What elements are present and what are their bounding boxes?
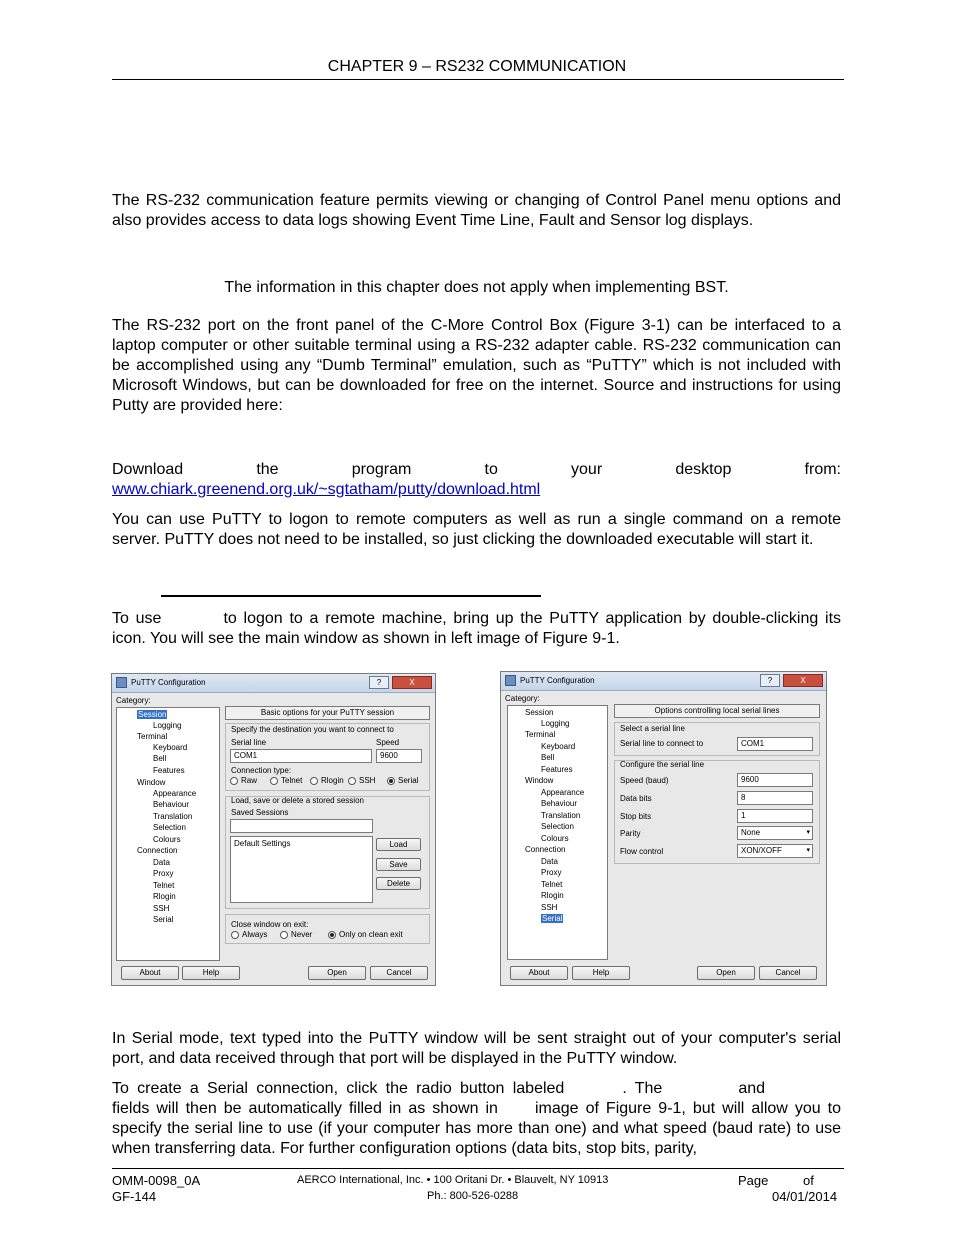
footer-rule [112,1168,844,1169]
chapter-header: CHAPTER 9 – RS232 COMMUNICATION [327,58,627,75]
tree-item-telnet[interactable]: Telnet [153,881,175,890]
open-button[interactable]: Open [697,966,755,980]
radio-telnet[interactable] [270,777,278,785]
radio-rlogin-label: Rlogin [321,776,344,785]
download-paragraph: Download the program to your desktop from: [112,461,841,478]
parity-select[interactable] [737,826,813,840]
logon-paragraph [112,609,841,649]
radio-ssh[interactable] [348,777,356,785]
radio-never-label: Never [291,930,313,939]
download-link[interactable]: www.chiark.greenend.org.uk/~sgtatham/putty/download.html [112,481,541,498]
serial-mode-paragraph: In Serial mode, text typed into the PuTTY window will be sent straight out of your computer's serial port, and data received through that port will be displayed in the PuTTY window. [112,1030,841,1067]
connect-line-label: Serial line to connect to [620,739,704,748]
configure-label: Configure the serial line [620,760,705,769]
tree-item-features[interactable]: Features [541,765,573,774]
header-rule [112,79,844,80]
create-text-e: image of Figure 9-1, but will allow you to specify the serial line to use (if your computer has more than one) and what speed (baud rate) to use when transferring data. For further configuration options (data bits, stop bits, parity, [112,1100,841,1157]
tree-item-appearance[interactable]: Appearance [153,789,197,798]
stop-bits-input[interactable]: 1 [737,809,813,823]
tree-item-behaviour[interactable]: Behaviour [153,800,190,809]
tree-item-features[interactable]: Features [153,766,185,775]
tree-item-colours[interactable]: Colours [153,835,181,844]
tree-item-translation[interactable]: Translation [541,811,581,820]
logon-text-b: to logon to a remote machine, bring up the PuTTY application by double-clicking its icon. You will see the main window as shown in left image of Figure 9-1. [112,610,842,647]
title-bar [501,672,826,691]
data-bits-input[interactable]: 8 [737,791,813,805]
help-title-button[interactable]: ? [369,676,389,689]
tree-item-connection[interactable]: Connection [525,845,566,854]
tree-item-proxy[interactable]: Proxy [541,868,562,877]
tree-item-ssh[interactable]: SSH [541,903,558,912]
tree-item-proxy[interactable]: Proxy [153,869,174,878]
stop-bits-label: Stop bits [620,812,652,821]
tree-item-serial[interactable]: Serial [153,915,174,924]
sessions-label: Load, save or delete a stored session [231,796,364,805]
help-button[interactable]: Help [572,966,630,980]
tree-item-data[interactable]: Data [541,857,558,866]
default-settings-item[interactable]: Default Settings [234,839,291,848]
radio-serial[interactable] [387,777,395,785]
tree-item-connection[interactable]: Connection [137,846,178,855]
putty-serial-window [500,671,827,986]
close-title-button[interactable]: X [783,674,823,687]
tree-item-selection[interactable]: Selection [153,823,186,832]
putty-app-icon [505,675,516,686]
tree-item-translation[interactable]: Translation [153,812,193,821]
footer-of-label: of [803,1173,814,1188]
tree-item-ssh[interactable]: SSH [153,904,170,913]
footer-date: 04/01/2014 [772,1189,838,1204]
sessions-list[interactable] [230,836,373,903]
section-underline [161,595,541,597]
create-text-a: To create a Serial connection, click the radio button labeled [112,1080,565,1097]
tree-item-session[interactable]: Session [525,708,554,717]
data-bits-label: Data bits [620,794,652,803]
session-banner: Basic options for your PuTTY session [225,706,430,720]
tree-item-bell[interactable]: Bell [153,754,167,763]
tree-item-bell[interactable]: Bell [541,753,555,762]
tree-item-logging[interactable]: Logging [541,719,570,728]
destination-label: Specify the destination you want to connect to [231,725,394,734]
speed-input[interactable]: 9600 [376,749,422,763]
radio-ssh-label: SSH [359,776,376,785]
create-text-b: . The [622,1080,663,1097]
tree-item-rlogin[interactable]: Rlogin [541,891,564,900]
flow-control-label: Flow control [620,847,664,856]
cancel-button[interactable]: Cancel [759,966,817,980]
speed-label: Speed [376,738,400,747]
footer-gf-number: GF-144 [112,1189,157,1204]
create-text-d: fields will then be automatically filled in as shown in [112,1100,498,1117]
close-title-button[interactable]: X [392,676,432,689]
footer-doc-number: OMM-0098_0A [112,1173,201,1188]
delete-button[interactable]: Delete [376,877,421,890]
category-tree[interactable] [507,705,608,960]
dropdown-arrow-icon: ▾ [806,829,810,836]
tree-item-session[interactable]: Session [138,710,167,719]
window-title: PuTTY Configuration [131,678,206,687]
about-button[interactable]: About [510,966,568,980]
saved-sessions-input[interactable] [230,819,373,833]
cancel-button[interactable]: Cancel [370,966,428,980]
category-tree[interactable] [116,707,220,961]
tree-item-rlogin[interactable]: Rlogin [153,892,176,901]
tree-item-behaviour[interactable]: Behaviour [541,799,578,808]
radio-telnet-label: Telnet [281,776,303,785]
bst-note: The information in this chapter does not apply when implementing BST. [224,279,729,296]
tree-item-telnet[interactable]: Telnet [541,880,563,889]
logon-text-a: To use [112,610,162,627]
serial-line-input[interactable]: COM1 [230,749,372,763]
parity-value: None [741,828,761,837]
radio-raw-label: Raw [241,776,258,785]
footer-page-label: Page [738,1173,769,1188]
footer-company: AERCO International, Inc. • 100 Oritani Dr. • Blauvelt, NY 10913 [297,1174,609,1186]
radio-clean-exit-label: Only on clean exit [339,930,403,939]
port-paragraph: The RS-232 port on the front panel of the C-More Control Box (Figure 3-1) can be interfaced to a laptop computer or other suitable terminal using a RS-232 adapter cable. RS-232 communication can be accomplished using any “Dumb Terminal” emulation, such as “PuTTY” which is not included with Microsoft Windows, but can be downloaded for free on the internet. Source and instructions for using Putty are provided here: [112,317,841,414]
about-button[interactable]: About [121,966,179,980]
radio-serial-label: Serial [398,776,419,785]
window-title: PuTTY Configuration [520,676,595,685]
connect-line-input[interactable]: COM1 [737,737,813,751]
putty-session-window [111,673,436,986]
load-button[interactable]: Load [376,838,421,851]
help-title-button[interactable]: ? [760,674,780,687]
flow-control-value: XON/XOFF [741,846,782,855]
connection-type-label: Connection type: [231,766,292,775]
intro-paragraph: The RS-232 communication feature permits viewing or changing of Control Panel menu options and also provides access to data logs showing Event Time Line, Fault and Sensor log displays. [112,192,841,229]
tree-item-appearance[interactable]: Appearance [541,788,585,797]
category-label: Category: [505,694,540,703]
tree-item-keyboard[interactable]: Keyboard [541,742,576,751]
tree-item-keyboard[interactable]: Keyboard [153,743,188,752]
save-button[interactable]: Save [376,858,421,871]
tree-item-terminal[interactable]: Terminal [525,730,556,739]
open-button[interactable]: Open [308,966,366,980]
category-label: Category: [116,696,151,705]
speed-baud-label: Speed (baud) [620,776,669,785]
title-bar [112,674,435,693]
tree-item-terminal[interactable]: Terminal [137,732,168,741]
help-button[interactable]: Help [182,966,240,980]
dropdown-arrow-icon: ▾ [806,847,810,854]
footer-phone: Ph.: 800-526-0288 [427,1190,519,1202]
tree-item-colours[interactable]: Colours [541,834,569,843]
serial-banner: Options controlling local serial lines [614,704,820,718]
radio-always[interactable] [231,931,239,939]
radio-clean-exit[interactable] [328,931,336,939]
select-line-label: Select a serial line [620,724,685,733]
create-text-c: and [738,1080,766,1097]
radio-never[interactable] [280,931,288,939]
saved-sessions-label: Saved Sessions [231,808,289,817]
radio-raw[interactable] [230,777,238,785]
radio-always-label: Always [242,930,268,939]
flow-control-select[interactable] [737,844,813,858]
use-paragraph: You can use PuTTY to logon to remote computers as well as run a single command on a remote server. PuTTY does not need to be installed, so just clicking the downloaded executable will start it. [112,511,841,548]
parity-label: Parity [620,829,641,838]
radio-rlogin[interactable] [310,777,318,785]
tree-item-window[interactable]: Window [137,778,166,787]
tree-item-window[interactable]: Window [525,776,554,785]
close-exit-label: Close window on exit: [231,920,309,929]
tree-item-data[interactable]: Data [153,858,170,867]
speed-baud-input[interactable]: 9600 [737,773,813,787]
serial-line-label: Serial line [231,738,267,747]
tree-item-logging[interactable]: Logging [153,721,182,730]
tree-item-selection[interactable]: Selection [541,822,574,831]
create-serial-paragraph [112,1079,841,1159]
tree-item-serial[interactable]: Serial [542,914,563,923]
putty-app-icon [116,677,127,688]
